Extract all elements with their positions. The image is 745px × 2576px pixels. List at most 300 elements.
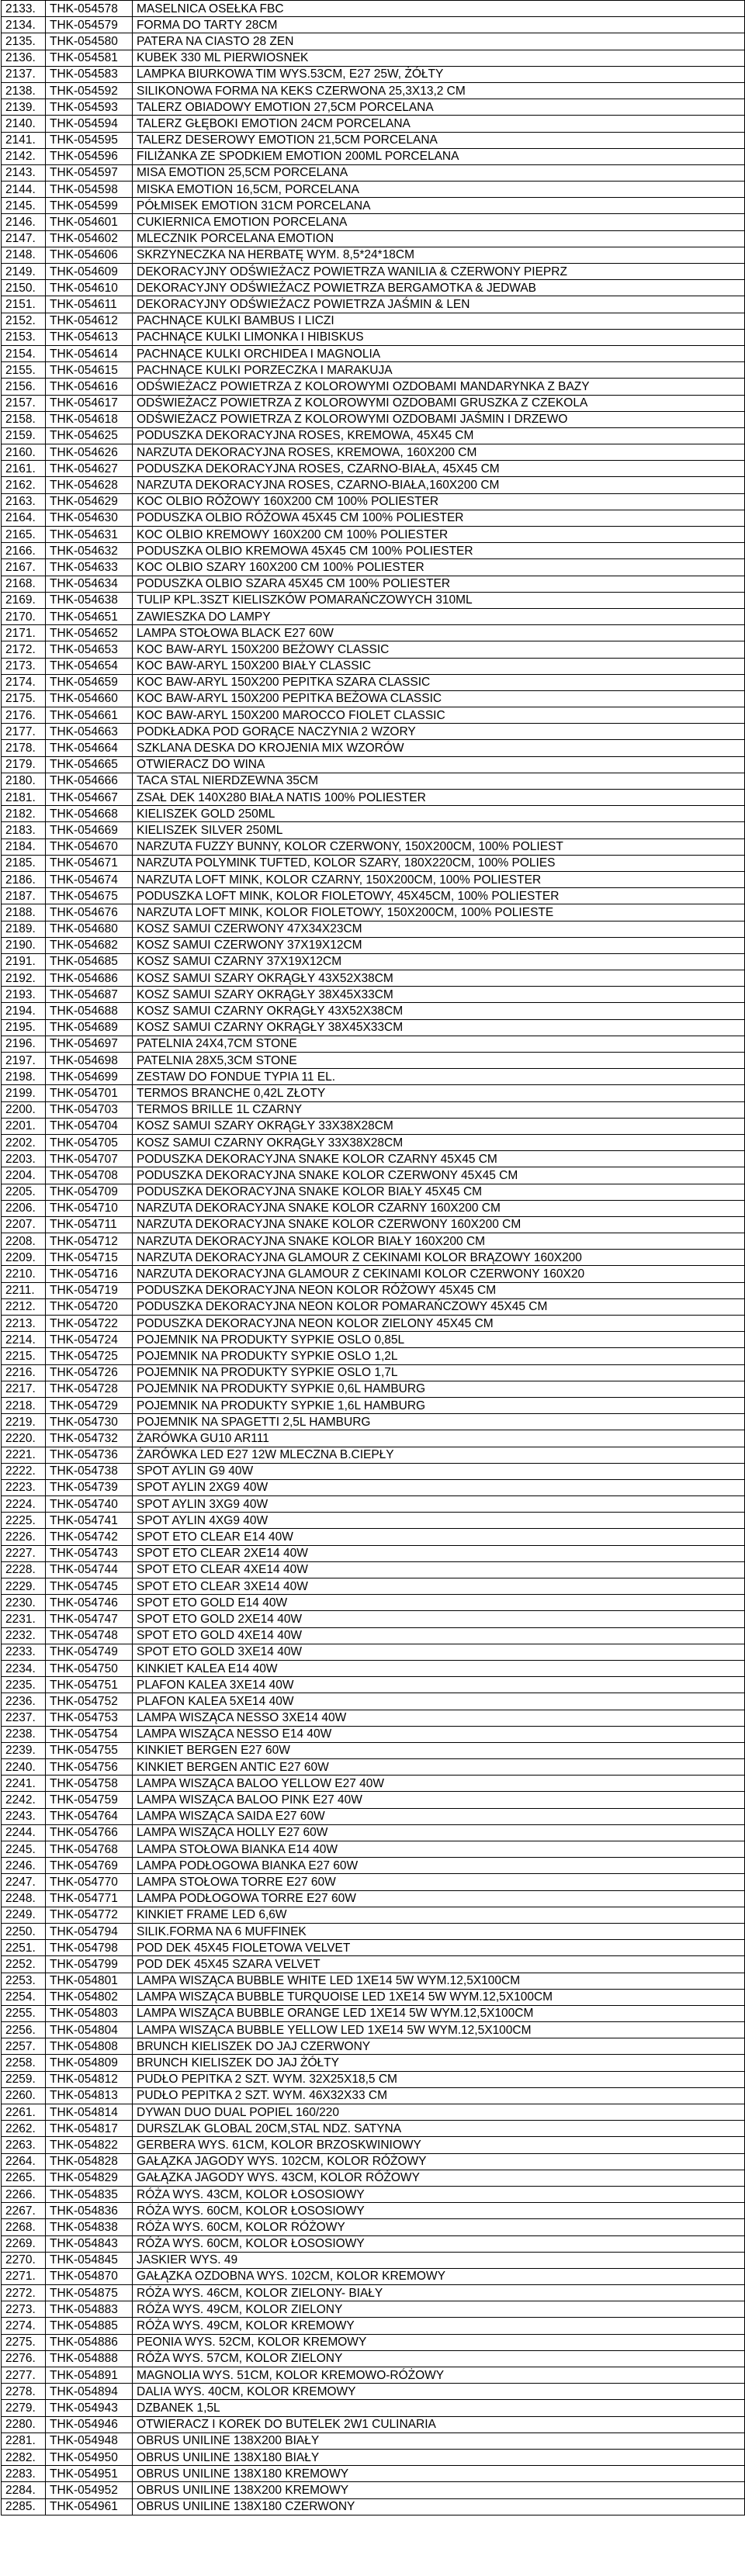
row-number: 2240. [2,1759,46,1776]
product-code: THK-054715 [46,1250,133,1266]
table-row [2,2268,745,2284]
product-code: THK-054769 [46,1858,133,1874]
table-row [2,1824,745,1841]
product-description: MASELNICA OSEŁKA FBC [133,1,745,17]
row-number: 2260. [2,2087,46,2104]
product-code: THK-054689 [46,1019,133,1036]
product-code: THK-054745 [46,1578,133,1595]
table-row [2,477,745,493]
row-number: 2202. [2,1134,46,1150]
product-description: PACHNĄCE KULKI LIMONKA I HIBISKUS [133,329,745,345]
product-description: ZESTAW DO FONDUE TYPIA 11 EL. [133,1069,745,1085]
row-number: 2263. [2,2137,46,2153]
product-code: THK-054883 [46,2301,133,2318]
product-code: THK-054741 [46,1513,133,1529]
row-number: 2182. [2,806,46,822]
row-number: 2229. [2,1578,46,1595]
product-description: KOSZ SAMUI CZERWONY 37X19X12CM [133,937,745,953]
product-code: THK-054894 [46,2384,133,2400]
product-code: THK-054613 [46,329,133,345]
row-number: 2234. [2,1660,46,1676]
product-description: NARZUTA DEKORACYJNA SNAKE KOLOR BIAŁY 160X200 CM [133,1233,745,1250]
row-number: 2261. [2,2104,46,2121]
product-description: LAMPA STOŁOWA TORRE E27 60W [133,1874,745,1890]
table-row [2,379,745,395]
product-description: ŻARÓWKA GU10 AR111 [133,1430,745,1447]
product-description: OTWIERACZ I KOREK DO BUTELEK 2W1 CULINARIA [133,2416,745,2433]
table-row [2,2466,745,2482]
product-description: PEONIA WYS. 52CM, KOLOR KREMOWY [133,2334,745,2350]
product-code: THK-054725 [46,1348,133,1364]
product-code: THK-054719 [46,1282,133,1298]
row-number: 2227. [2,1545,46,1561]
product-description: SPOT ETO CLEAR 4XE14 40W [133,1561,745,1578]
row-number: 2205. [2,1184,46,1200]
row-number: 2155. [2,362,46,379]
table-row [2,1381,745,1397]
product-code: THK-054728 [46,1381,133,1397]
table-row [2,690,745,707]
product-description: KOSZ SAMUI CZARNY OKRĄGŁY 43X52X38CM [133,1003,745,1019]
product-description: KIELISZEK SILVER 250ML [133,822,745,838]
row-number: 2133. [2,1,46,17]
product-code: THK-054738 [46,1463,133,1479]
product-code: THK-054948 [46,2433,133,2449]
product-description: PODUSZKA OLBIO KREMOWA 45X45 CM 100% POLIESTER [133,543,745,559]
product-description: NARZUTA DEKORACYJNA GLAMOUR Z CEKINAMI KOLOR BRĄZOWY 160X200 [133,1250,745,1266]
row-number: 2258. [2,2055,46,2071]
row-number: 2276. [2,2350,46,2367]
product-code: THK-054671 [46,855,133,871]
product-code: THK-054617 [46,395,133,411]
product-code: THK-054670 [46,838,133,855]
row-number: 2186. [2,871,46,887]
row-number: 2238. [2,1726,46,1742]
product-description: RÓŻA WYS. 43CM, KOLOR ŁOSOSIOWY [133,2186,745,2202]
product-code: THK-054708 [46,1167,133,1184]
row-number: 2197. [2,1053,46,1069]
table-row [2,543,745,559]
table-row [2,1710,745,1726]
product-code: THK-054732 [46,1430,133,1447]
product-code: THK-054722 [46,1316,133,1332]
product-code: THK-054794 [46,1923,133,1939]
product-description: LAMPA STOŁOWA BLACK E27 60W [133,625,745,641]
row-number: 2167. [2,559,46,576]
table-row [2,2104,745,2121]
product-code: THK-054597 [46,164,133,181]
product-description: KOSZ SAMUI CZARNY OKRĄGŁY 38X45X33CM [133,1019,745,1036]
table-row [2,2482,745,2498]
product-description: NARZUTA POLYMINK TUFTED, KOLOR SZARY, 180X220CM, 100% POLIES [133,855,745,871]
product-description: ZAWIESZKA DO LAMPY [133,608,745,624]
row-number: 2168. [2,576,46,592]
product-description: RÓŻA WYS. 49CM, KOLOR KREMOWY [133,2318,745,2334]
product-code: THK-054612 [46,313,133,329]
table-row [2,132,745,148]
product-code: THK-054813 [46,2087,133,2104]
row-number: 2226. [2,1529,46,1545]
table-row [2,198,745,214]
table-row [2,1085,745,1101]
product-code: THK-054843 [46,2235,133,2252]
table-row [2,1479,745,1495]
row-number: 2194. [2,1003,46,1019]
product-code: THK-054631 [46,527,133,543]
product-code: THK-054688 [46,1003,133,1019]
product-code: THK-054686 [46,970,133,987]
table-row [2,724,745,740]
product-code: THK-054701 [46,1085,133,1101]
row-number: 2161. [2,461,46,477]
row-number: 2200. [2,1101,46,1118]
product-description: NARZUTA DEKORACYJNA SNAKE KOLOR CZERWONY 160X200 CM [133,1216,745,1233]
product-description: DURSZLAK GLOBAL 20CM,STAL NDZ. SATYNA [133,2121,745,2137]
product-description: KINKIET KALEA E14 40W [133,1660,745,1676]
product-code: THK-054598 [46,182,133,198]
product-code: THK-054707 [46,1151,133,1167]
table-row [2,1595,745,1611]
row-number: 2208. [2,1233,46,1250]
row-number: 2204. [2,1167,46,1184]
product-description: LAMPA WISZĄCA NESSO E14 40W [133,1726,745,1742]
row-number: 2206. [2,1200,46,1216]
table-row [2,1644,745,1660]
table-row [2,1332,745,1348]
table-row [2,1776,745,1792]
table-row [2,1134,745,1150]
product-code: THK-054652 [46,625,133,641]
product-description: TALERZ GŁĘBOKI EMOTION 24CM PORCELANA [133,116,745,132]
product-code: THK-054951 [46,2466,133,2482]
product-code: THK-054742 [46,1529,133,1545]
product-description: PACHNĄCE KULKI PORZECZKA I MARAKUJA [133,362,745,379]
table-row [2,280,745,296]
table-row [2,2022,745,2038]
table-row [2,2203,745,2219]
row-number: 2224. [2,1496,46,1513]
row-number: 2157. [2,395,46,411]
product-description: OBRUS UNILINE 138X180 KREMOWY [133,2466,745,2482]
product-code: THK-054654 [46,658,133,674]
product-description: PODUSZKA DEKORACYJNA ROSES, KREMOWA, 45X45 CM [133,427,745,444]
table-row [2,756,745,773]
table-row [2,1858,745,1874]
table-row [2,2071,745,2087]
table-row [2,1118,745,1134]
product-code: THK-054709 [46,1184,133,1200]
row-number: 2134. [2,17,46,33]
product-description: KOC BAW-ARYL 150X200 PEPITKA SZARA CLASSIC [133,674,745,690]
product-description: NARZUTA DEKORACYJNA ROSES, CZARNO-BIAŁA,160X200 CM [133,477,745,493]
table-row [2,773,745,789]
row-number: 2172. [2,641,46,658]
product-description: MLECZNIK PORCELANA EMOTION [133,230,745,247]
product-code: THK-054888 [46,2350,133,2367]
product-code: THK-054663 [46,724,133,740]
product-code: THK-054668 [46,806,133,822]
product-description: GERBERA WYS. 61CM, KOLOR BRZOSKWINIOWY [133,2137,745,2153]
table-row [2,313,745,329]
product-code: THK-054610 [46,280,133,296]
row-number: 2196. [2,1036,46,1052]
row-number: 2171. [2,625,46,641]
row-number: 2248. [2,1890,46,1907]
product-description: FILIŻANKA ZE SPODKIEM EMOTION 200ML PORCELANA [133,148,745,164]
table-row [2,1036,745,1052]
product-code: THK-054772 [46,1907,133,1923]
table-row [2,461,745,477]
product-code: THK-054946 [46,2416,133,2433]
product-code: THK-054594 [46,116,133,132]
table-row [2,2219,745,2235]
product-code: THK-054615 [46,362,133,379]
product-description: ODŚWIEŻACZ POWIETRZA Z KOLOROWYMI OZDOBAMI MANDARYNKA Z BAZY [133,379,745,395]
product-code: THK-054744 [46,1561,133,1578]
table-row [2,1167,745,1184]
product-code: THK-054726 [46,1364,133,1381]
row-number: 2221. [2,1447,46,1463]
product-description: KINKIET BERGEN ANTIC E27 60W [133,1759,745,1776]
product-code: THK-054703 [46,1101,133,1118]
table-row [2,116,745,132]
table-row [2,1151,745,1167]
table-row [2,576,745,592]
product-description: NARZUTA LOFT MINK, KOLOR FIOLETOWY, 150X200CM, 100% POLIESTE [133,904,745,921]
product-description: KINKIET FRAME LED 6,6W [133,1907,745,1923]
product-code: THK-054809 [46,2055,133,2071]
row-number: 2219. [2,1414,46,1430]
product-code: THK-054720 [46,1298,133,1315]
table-row [2,296,745,313]
product-code: THK-054697 [46,1036,133,1052]
product-code: THK-054633 [46,559,133,576]
product-description: OBRUS UNILINE 138X180 BIAŁY [133,2449,745,2465]
row-number: 2139. [2,99,46,116]
row-number: 2141. [2,132,46,148]
product-description: JASKIER WYS. 49 [133,2252,745,2268]
product-code: THK-054752 [46,1693,133,1710]
table-row [2,2433,745,2449]
table-row [2,1677,745,1693]
table-row [2,2384,745,2400]
row-number: 2160. [2,444,46,461]
row-number: 2189. [2,921,46,937]
product-description: GAŁĄZKA JAGODY WYS. 102CM, KOLOR RÓŻOWY [133,2153,745,2170]
product-code: THK-054674 [46,871,133,887]
row-number: 2143. [2,164,46,181]
row-number: 2203. [2,1151,46,1167]
row-number: 2285. [2,2498,46,2515]
product-code: THK-054596 [46,148,133,164]
product-description: PODUSZKA OLBIO SZARA 45X45 CM 100% POLIESTER [133,576,745,592]
table-row [2,970,745,987]
row-number: 2152. [2,313,46,329]
table-row [2,33,745,50]
product-description: KUBEK 330 ML PIERWIOSNEK [133,50,745,66]
product-code: THK-054651 [46,608,133,624]
product-description: NARZUTA DEKORACYJNA ROSES, KREMOWA, 160X200 CM [133,444,745,461]
product-code: THK-054667 [46,790,133,806]
table-row [2,707,745,724]
product-description: KOSZ SAMUI CZARNY 37X19X12CM [133,953,745,970]
table-row [2,855,745,871]
product-code: THK-054753 [46,1710,133,1726]
product-code: THK-054602 [46,230,133,247]
product-description: LAMPA WISZĄCA HOLLY E27 60W [133,1824,745,1841]
product-code: THK-054817 [46,2121,133,2137]
product-description: LAMPA PODŁOGOWA BIANKA E27 60W [133,1858,745,1874]
product-code: THK-054616 [46,379,133,395]
product-description: POD DEK 45X45 SZARA VELVET [133,1956,745,1973]
product-code: THK-054666 [46,773,133,789]
product-description: POJEMNIK NA PRODUKTY SYPKIE OSLO 1,2L [133,1348,745,1364]
table-row [2,1200,745,1216]
product-code: THK-054801 [46,1973,133,1989]
product-description: PODKŁADKA POD GORĄCE NACZYNIA 2 WZORY [133,724,745,740]
table-row [2,1627,745,1644]
row-number: 2163. [2,493,46,510]
table-row [2,888,745,904]
product-description: KINKIET BERGEN E27 60W [133,1742,745,1758]
row-number: 2269. [2,2235,46,2252]
product-code: THK-054808 [46,2038,133,2055]
product-code: THK-054581 [46,50,133,66]
product-description: TERMOS BRANCHE 0,42L ZŁOTY [133,1085,745,1101]
row-number: 2267. [2,2203,46,2219]
row-number: 2211. [2,1282,46,1298]
product-description: PATELNIA 24X4,7CM STONE [133,1036,745,1052]
product-description: MISKA EMOTION 16,5CM, PORCELANA [133,182,745,198]
product-description: ODŚWIEŻACZ POWIETRZA Z KOLOROWYMI OZDOBAMI GRUSZKA Z CZEKOLA [133,395,745,411]
product-code: THK-054812 [46,2071,133,2087]
product-description: CUKIERNICA EMOTION PORCELANA [133,214,745,230]
table-row [2,1989,745,2005]
product-code: THK-054653 [46,641,133,658]
product-code: THK-054676 [46,904,133,921]
row-number: 2251. [2,1940,46,1956]
product-code: THK-054804 [46,2022,133,2038]
table-row [2,1364,745,1381]
row-number: 2174. [2,674,46,690]
table-row [2,1101,745,1118]
product-description: OBRUS UNILINE 138X180 CZERWONY [133,2498,745,2515]
row-number: 2245. [2,1841,46,1858]
row-number: 2176. [2,707,46,724]
product-code: THK-054716 [46,1266,133,1282]
product-description: OTWIERACZ DO WINA [133,756,745,773]
row-number: 2216. [2,1364,46,1381]
row-number: 2278. [2,2384,46,2400]
table-row [2,1792,745,1808]
product-description: KOSZ SAMUI CZERWONY 47X34X23CM [133,921,745,937]
product-description: PLAFON KALEA 5XE14 40W [133,1693,745,1710]
table-row [2,1282,745,1298]
product-description: PACHNĄCE KULKI BAMBUS I LICZI [133,313,745,329]
table-row [2,1890,745,1907]
product-description: OBRUS UNILINE 138X200 BIAŁY [133,2433,745,2449]
product-description: PODUSZKA DEKORACYJNA NEON KOLOR RÓŻOWY 45X45 CM [133,1282,745,1298]
row-number: 2177. [2,724,46,740]
table-row [2,395,745,411]
row-number: 2241. [2,1776,46,1792]
product-description: RÓŻA WYS. 46CM, KOLOR ZIELONY- BIAŁY [133,2285,745,2301]
row-number: 2249. [2,1907,46,1923]
row-number: 2284. [2,2482,46,2498]
row-number: 2151. [2,296,46,313]
table-row [2,82,745,99]
table-row [2,2038,745,2055]
table-row [2,1447,745,1463]
product-description: MAGNOLIA WYS. 51CM, KOLOR KREMOWO-RÓŻOWY [133,2367,745,2384]
product-description: RÓŻA WYS. 60CM, KOLOR RÓŻOWY [133,2219,745,2235]
row-number: 2273. [2,2301,46,2318]
table-row [2,2285,745,2301]
product-code: THK-054611 [46,296,133,313]
table-row [2,411,745,427]
table-row [2,1841,745,1858]
product-description: PODUSZKA LOFT MINK, KOLOR FIOLETOWY, 45X45CM, 100% POLIESTER [133,888,745,904]
product-code: THK-054875 [46,2285,133,2301]
product-description: GAŁĄZKA OZDOBNA WYS. 102CM, KOLOR KREMOWY [133,2268,745,2284]
product-code: THK-054625 [46,427,133,444]
table-row [2,1759,745,1776]
product-description: PODUSZKA DEKORACYJNA ROSES, CZARNO-BIAŁA, 45X45 CM [133,461,745,477]
row-number: 2242. [2,1792,46,1808]
table-row [2,641,745,658]
product-code: THK-054698 [46,1053,133,1069]
product-description: KOSZ SAMUI SZARY OKRĄGŁY 38X45X33CM [133,987,745,1003]
table-row [2,345,745,361]
row-number: 2207. [2,1216,46,1233]
row-number: 2136. [2,50,46,66]
product-description: KOSZ SAMUI SZARY OKRĄGŁY 43X52X38CM [133,970,745,987]
table-row [2,99,745,116]
product-description: BRUNCH KIELISZEK DO JAJ ŻÓŁTY [133,2055,745,2071]
product-description: SPOT AYLIN 3XG9 40W [133,1496,745,1513]
product-code: THK-054838 [46,2219,133,2235]
product-description: PLAFON KALEA 3XE14 40W [133,1677,745,1693]
row-number: 2144. [2,182,46,198]
product-description: PODUSZKA DEKORACYJNA SNAKE KOLOR CZERWONY 45X45 CM [133,1167,745,1184]
product-code: THK-054764 [46,1808,133,1824]
table-row [2,2055,745,2071]
table-row [2,1923,745,1939]
table-row [2,674,745,690]
row-number: 2187. [2,888,46,904]
row-number: 2181. [2,790,46,806]
row-number: 2230. [2,1595,46,1611]
product-code: THK-054675 [46,888,133,904]
table-row [2,527,745,543]
table-row [2,510,745,526]
product-description: LAMPA WISZĄCA BALOO PINK E27 40W [133,1792,745,1808]
row-number: 2159. [2,427,46,444]
product-code: THK-054729 [46,1397,133,1413]
row-number: 2166. [2,543,46,559]
product-code: THK-054748 [46,1627,133,1644]
table-row [2,2449,745,2465]
row-number: 2255. [2,2005,46,2021]
row-number: 2232. [2,1627,46,1644]
row-number: 2256. [2,2022,46,2038]
row-number: 2169. [2,592,46,608]
table-row [2,2400,745,2416]
product-code: THK-054579 [46,17,133,33]
product-description: RÓŻA WYS. 57CM, KOLOR ZIELONY [133,2350,745,2367]
row-number: 2264. [2,2153,46,2170]
row-number: 2222. [2,1463,46,1479]
